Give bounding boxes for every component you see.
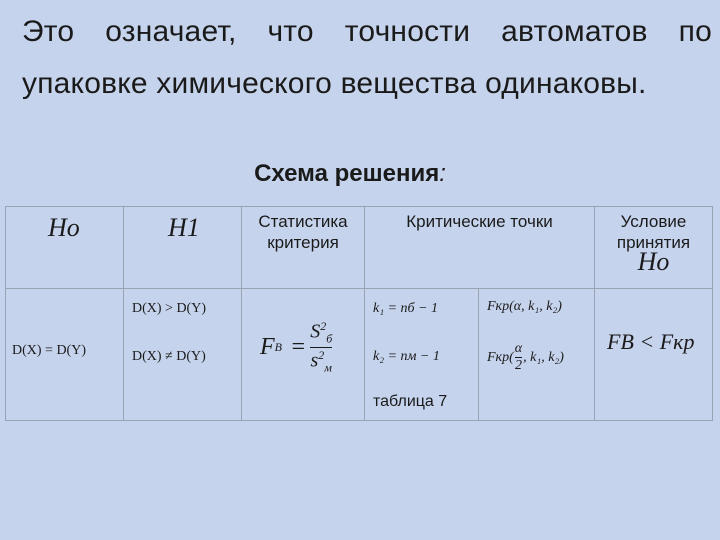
header-h1 <box>124 207 242 289</box>
cell-acceptance-condition <box>595 289 713 421</box>
statistic-numerator-sub: б <box>326 331 333 346</box>
solution-scheme-table <box>5 206 713 421</box>
h0-formula: D(X) = D(Y) <box>12 343 86 358</box>
intro-text: Это означает, что точности автоматов по упаковке химического вещества одинаковы. <box>22 15 712 100</box>
table-reference: таблица 7 <box>373 393 448 410</box>
header-h0 <box>6 207 124 289</box>
header-condition-label: Условие принятия <box>616 212 691 252</box>
statistic-numerator: S <box>310 320 321 343</box>
scheme-title-colon: : <box>439 160 446 187</box>
header-h1-label: H1 <box>168 213 200 242</box>
cell-degrees-of-freedom <box>365 289 479 421</box>
k2-formula: k₂ = nм − 1 <box>373 349 440 364</box>
statistic-denominator-sub: м <box>324 360 332 375</box>
cell-statistic-formula <box>242 289 365 421</box>
h1-formula-right-sided: D(X) > D(Y) <box>132 301 206 316</box>
header-statistic <box>242 207 365 289</box>
k1-formula: k₁ = nб − 1 <box>373 301 439 316</box>
fcr-two: 2 <box>514 358 522 373</box>
header-statistic-label: Статистика критерия <box>258 212 348 252</box>
header-h0-label: Ho <box>48 213 80 242</box>
h1-formula-two-sided: D(X) ≠ D(Y) <box>132 349 206 364</box>
cell-critical-values <box>479 289 595 421</box>
scheme-title <box>0 160 700 188</box>
statistic-denominator: s <box>310 349 319 372</box>
header-condition <box>595 207 713 289</box>
header-condition-h0: Ho <box>637 247 670 276</box>
header-critical-points <box>365 207 595 289</box>
statistic-lhs: F <box>260 333 275 360</box>
fcr-right-sided: Fкр(α, k₁, k₂) <box>487 299 562 314</box>
fcr-alpha: α <box>514 341 523 356</box>
statistic-fraction: $\frac{S^2_б}{s^2_м}$ <box>310 319 333 375</box>
statistic-formula <box>260 319 332 375</box>
table-body-row <box>6 289 713 421</box>
equals-sign: = <box>290 333 307 360</box>
statistic-lhs-sub: В <box>274 339 283 354</box>
fcr-two-sided-prefix: Fкр( <box>487 349 514 365</box>
header-critical-points-label: Критические точки <box>406 212 553 231</box>
acceptance-condition: FВ < Fкр <box>607 329 695 354</box>
table-header-row <box>6 207 713 289</box>
fcr-two-sided <box>487 341 564 374</box>
fcr-two-sided-suffix: , k₁, k₂) <box>523 349 564 365</box>
scheme-title-text: Схема решения <box>254 160 440 187</box>
cell-h0-formula <box>6 289 124 421</box>
cell-h1-formulas <box>124 289 242 421</box>
